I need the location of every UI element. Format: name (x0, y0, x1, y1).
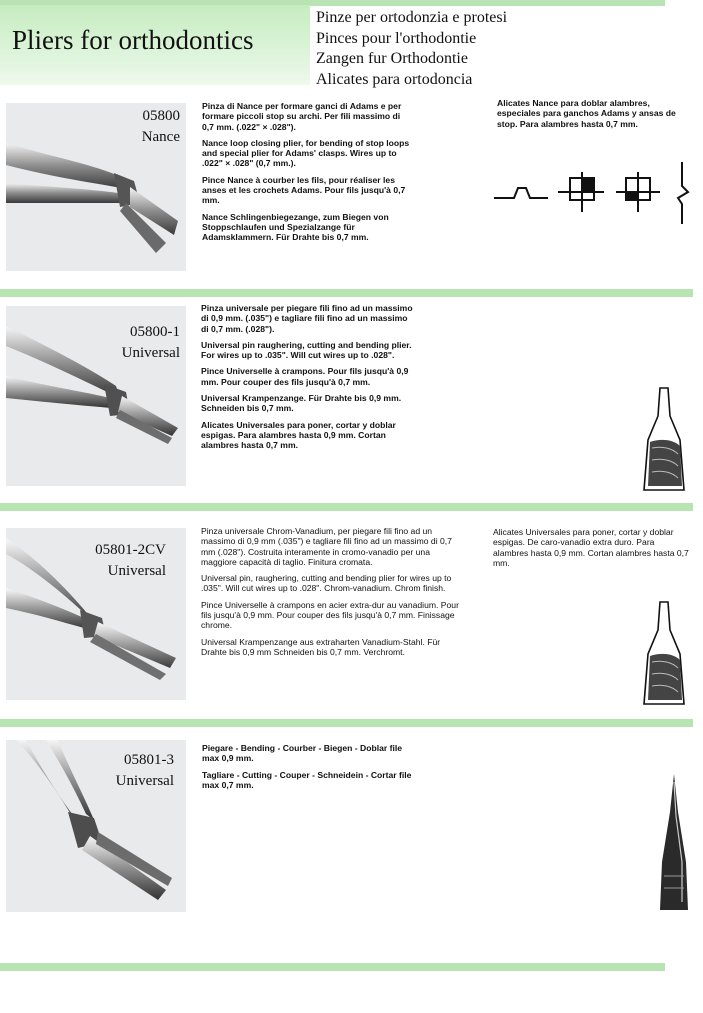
description-it: Pinza di Nance per formare ganci di Adams e per formare piccoli stop su archi. Per fili massimo di 0,7 mm. (.022" × .028"). (202, 101, 402, 132)
title-es: Alicates para ortodoncia (316, 70, 473, 88)
product-name: Universal (115, 773, 174, 789)
description-cutting: Tagliare - Cutting - Couper - Schneidein - Cortar file max 0,7 mm. (202, 769, 412, 790)
description-es: Alicates Nance para doblar alambres, especiales para ganchos Adams y ansas de stop. Para alambres hasta 0,7 mm. (497, 98, 676, 129)
product-name: Universal (107, 563, 166, 579)
side-text-05801-2CV (493, 527, 689, 574)
description-fr: Pince Universelle à crampons en acier extra-dur au vanadium. Pour fils jusqu'à 0,9 mm. Pour couper des fils jusqu'à 0,7 mm. Finissage chrome. (201, 599, 459, 631)
plier-tip-drawing (640, 600, 688, 708)
divider-band (0, 503, 693, 511)
description-fr: Pince Nance à courber les fils, pour réaliser les anses et les crochets Adams. Pour fils jusqu'à 0,7 mm. (202, 174, 406, 206)
description-de: Universal Krampenzange aus extraharten Vanadium-Stahl. Für Drahte bis 0,9 mm Schneiden bis 0,7 mm. Verchromt. (201, 636, 441, 657)
product-code: 05800-1 (130, 324, 180, 340)
description-05801-2CV (201, 526, 463, 663)
divider-band (0, 719, 693, 727)
plier-tip-profile-drawing (656, 772, 692, 912)
title-de: Zangen fur Orthodontie (316, 50, 468, 67)
product-code: 05800 (142, 108, 180, 124)
description-en: Universal pin raughering, cutting and bending plier. For wires up to .035". Will cut wires up to .028". (201, 339, 412, 361)
description-05800-1 (201, 303, 417, 457)
side-text-05800 (497, 98, 689, 135)
description-it: Pinza universale Chrom-Vanadium, per piegare fili fino ad un massimo di 0,9 mm (.035") e tagliare fili fino ad un massimo di 0,7 mm (.028"). Costruita interamente in cromo-vanadio per una maggiore capacità di taglio. Finitura cromata. (201, 526, 452, 567)
bottom-band (0, 963, 665, 971)
description-bending: Piegare - Bending - Courber - Biegen - Doblar file max 0,9 mm. (202, 743, 403, 764)
divider-band (0, 289, 693, 297)
wire-bending-diagram (492, 158, 692, 228)
language-titles (316, 8, 507, 90)
product-name: Universal (121, 345, 180, 361)
description-en: Nance loop closing plier, for bending of stop loops and special plier for Adams' clasps. Wires up to .022" × .028" (0,7 mm.). (202, 137, 410, 169)
title-box (0, 5, 310, 85)
description-es: Alicates Universales para poner, cortar y doblar espigas. De caro-vanadio extra duro. Para alambres hasta 0,9 mm. Cortan alambres hasta 0,7 mm. (493, 527, 689, 568)
page-title: Pliers for orthodontics (12, 25, 254, 55)
description-en: Universal pin, raughering, cutting and bending plier for wires up to .035". Will cut wires up to .028". Chrom-vanadium. Chrom finish. (201, 573, 452, 594)
description-it: Pinza universale per piegare fili fino ad un massimo di 0,9 mm. (.035") e tagliare fili fino ad un massimo di 0,7 mm. (.028"). (201, 303, 413, 334)
product-label-05801-3 (100, 750, 174, 792)
description-fr: Pince Universelle à crampons. Pour fils jusqu'à 0,9 mm. Pour couper des fils jusqu'à 0,7 mm. (201, 366, 409, 387)
product-code: 05801-2CV (95, 542, 166, 558)
title-it: Pinze per ortodonzia e protesi (316, 9, 508, 26)
plier-tip-drawing (640, 386, 688, 494)
product-code: 05801-3 (124, 752, 174, 768)
title-fr: Pinces pour l'orthodontie (316, 29, 477, 47)
description-05800 (202, 101, 414, 249)
description-es: Alicates Universales para poner, cortar y doblar espigas. Para alambres hasta 0,9 mm. Cortan alambres hasta 0,7 mm. (201, 419, 396, 451)
description-de: Universal Krampenzange. Für Drahte bis 0,9 mm. Schneiden bis 0,7 mm. (201, 393, 402, 414)
product-label-05800-1 (100, 322, 180, 364)
product-label-05801-2CV (90, 540, 166, 582)
product-name: Nance (141, 129, 180, 145)
description-05801-3 (202, 743, 420, 796)
product-label-05800 (120, 106, 180, 148)
description-de: Nance Schlingenbiegezange, zum Biegen von Stoppschlaufen und Spezialzange für Adamsklammern. Für Drahte bis 0,7 mm. (202, 211, 389, 243)
